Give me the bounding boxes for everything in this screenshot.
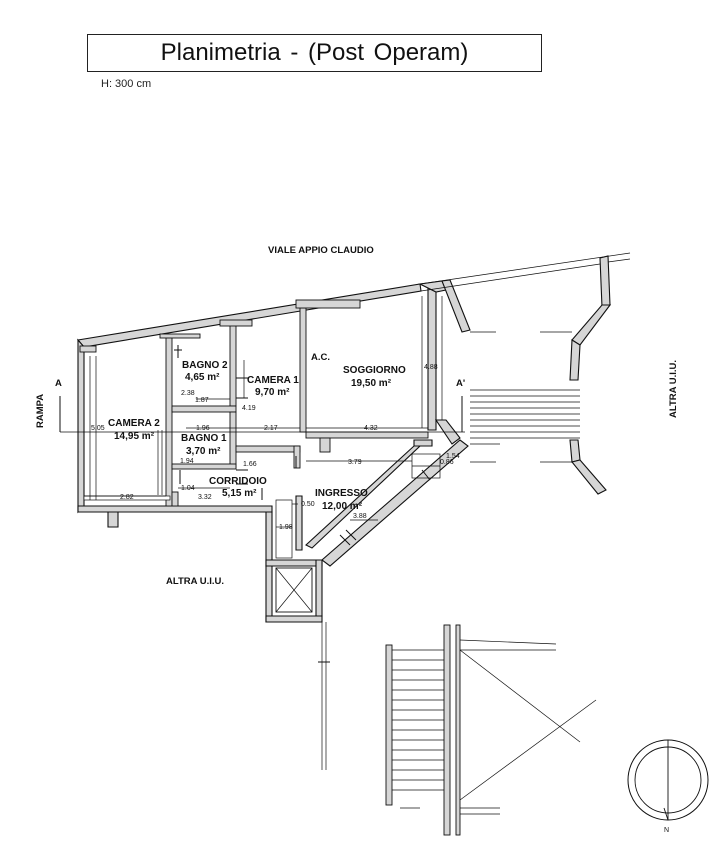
room-name-corridoio: CORRIDOIO xyxy=(209,476,267,487)
dim-3-79: 3.79 xyxy=(348,459,362,466)
dim-3-32: 3.32 xyxy=(198,494,212,501)
room-area-ingresso: 12,00 m² xyxy=(322,501,363,512)
room-area-bagno-2: 4,65 m² xyxy=(185,372,220,383)
stairs-lower xyxy=(386,625,596,835)
stairs-right xyxy=(470,332,580,462)
other-unit-left-label: ALTRA U.I.U. xyxy=(166,576,225,587)
dim-4-88: 4.88 xyxy=(424,364,438,371)
dim-1-04: 1.04 xyxy=(181,485,195,492)
room-area-bagno-1: 3,70 m² xyxy=(186,446,221,457)
dim-2-82: 2.82 xyxy=(120,494,134,501)
street-label: VIALE APPIO CLAUDIO xyxy=(268,245,374,256)
section-label-a-prime: A' xyxy=(456,378,466,389)
room-area-camera-2: 14,95 m² xyxy=(114,431,155,442)
room-area-camera-1: 9,70 m² xyxy=(255,387,290,398)
dim-1-54: 1.54 xyxy=(446,453,460,460)
room-area-soggiorno: 19,50 m² xyxy=(351,378,392,389)
north-label: N xyxy=(664,827,670,834)
room-name-soggiorno: SOGGIORNO xyxy=(343,365,406,376)
north-compass-icon xyxy=(628,740,708,834)
dim-0-86: 0.86 xyxy=(440,459,454,466)
room-name-ingresso: INGRESSO xyxy=(315,488,368,499)
dim-2-38: 2.38 xyxy=(181,390,195,397)
room-name-bagno-2: BAGNO 2 xyxy=(182,360,228,371)
dim-3-88: 3.88 xyxy=(353,513,367,520)
ramp-label: RAMPA xyxy=(35,393,46,428)
room-name-bagno-1: BAGNO 1 xyxy=(181,433,227,444)
section-label-a: A xyxy=(55,378,62,389)
room-area-corridoio: 5,15 m² xyxy=(222,488,257,499)
plan-title: Planimetria - (Post Operam) xyxy=(87,34,542,72)
other-unit-right-label: ALTRA U.I.U. xyxy=(668,359,679,418)
ceiling-height-note: H: 300 cm xyxy=(101,78,152,90)
dim-1-87: 1.87 xyxy=(195,397,209,404)
room-name-camera-1: CAMERA 1 xyxy=(247,375,299,386)
dim-1-66: 1.66 xyxy=(243,461,257,468)
dim-4-32: 4.32 xyxy=(364,425,378,432)
dim-1-96: 1.96 xyxy=(196,425,210,432)
room-name-camera-2: CAMERA 2 xyxy=(108,418,160,429)
dim-1-98: 1.98 xyxy=(279,524,293,531)
dim-2-17: 2.17 xyxy=(264,425,278,432)
dim-4-19: 4.19 xyxy=(242,405,256,412)
dim-5-05: 5.05 xyxy=(91,425,105,432)
ac-label: A.C. xyxy=(311,352,330,363)
dim-1-94: 1.94 xyxy=(180,458,194,465)
dim-0-50: 0.50 xyxy=(301,501,315,508)
